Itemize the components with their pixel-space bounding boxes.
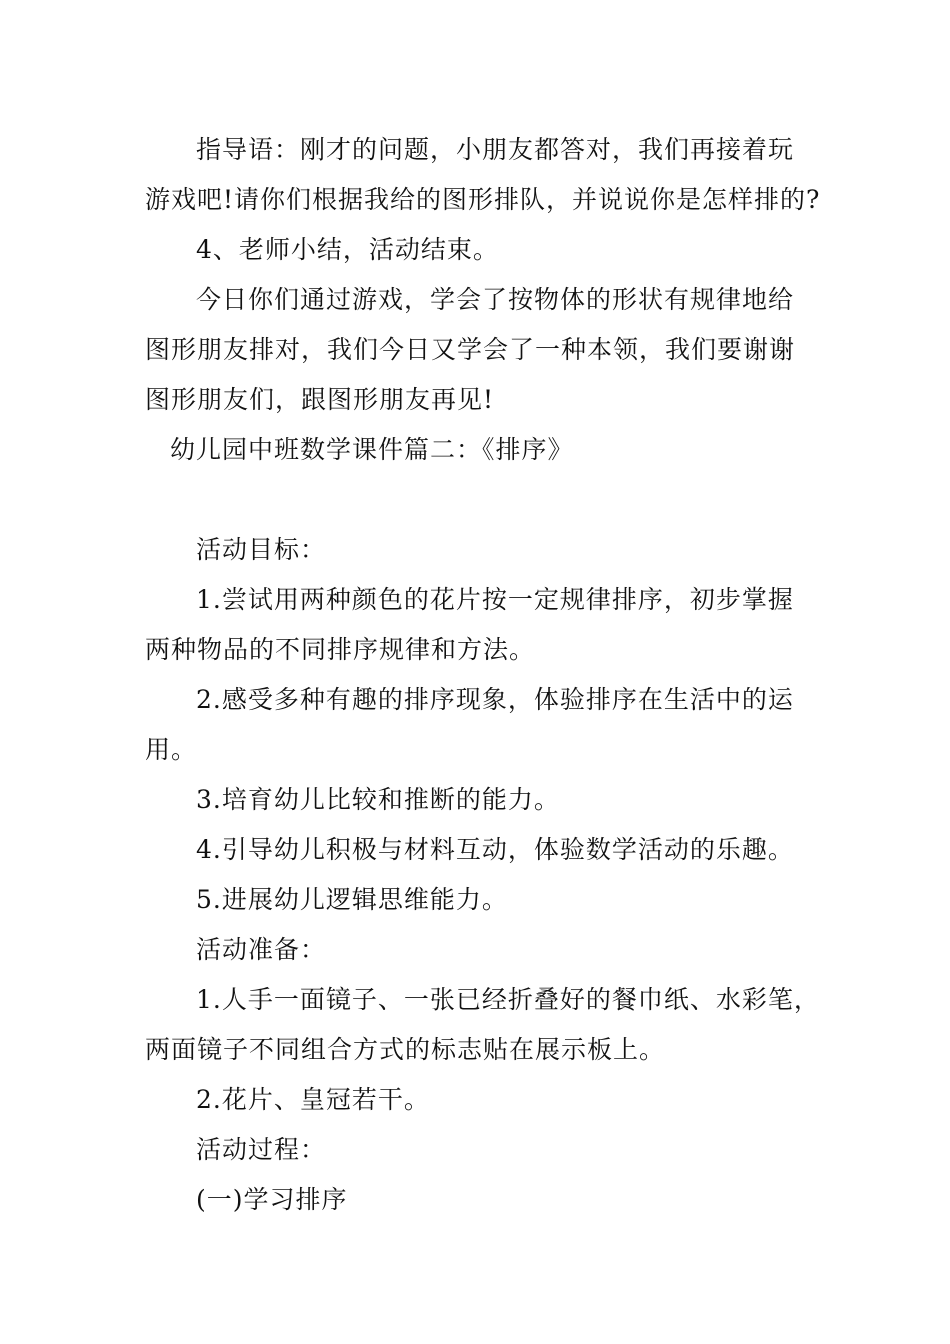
text-line: 用。	[145, 735, 198, 764]
text-line: (一)学习排序	[196, 1185, 348, 1214]
text-line: 2.感受多种有趣的排序现象，体验排序在生活中的运	[196, 685, 794, 714]
text-line: 活动过程：	[196, 1135, 327, 1164]
text-line: 游戏吧!请你们根据我给的图形排队，并说说你是怎样排的?	[145, 185, 821, 214]
text-line: 两种物品的不同排序规律和方法。	[145, 635, 536, 664]
text-line: 4、老师小结，活动结束。	[196, 235, 499, 264]
text-line: 两面镜子不同组合方式的标志贴在展示板上。	[145, 1035, 666, 1064]
text-line: 图形朋友排对，我们今日又学会了一种本领，我们要谢谢	[145, 335, 796, 364]
text-line: 图形朋友们，跟图形朋友再见!	[145, 385, 495, 414]
text-line: 今日你们通过游戏，学会了按物体的形状有规律地给	[196, 285, 795, 314]
text-line: 指导语：刚才的问题，小朋友都答对，我们再接着玩	[196, 135, 795, 164]
section-heading: 幼儿园中班数学课件篇二：《排序》	[170, 435, 574, 464]
text-line: 1.人手一面镜子、一张已经折叠好的餐巾纸、水彩笔，	[196, 985, 820, 1014]
text-line: 1.尝试用两种颜色的花片按一定规律排序，初步掌握	[196, 585, 794, 614]
text-line: 3.培育幼儿比较和推断的能力。	[196, 785, 560, 814]
text-line: 活动目标：	[196, 535, 327, 564]
text-line: 活动准备：	[196, 935, 327, 964]
text-line: 4.引导幼儿积极与材料互动，体验数学活动的乐趣。	[196, 835, 794, 864]
text-line: 2.花片、皇冠若干。	[196, 1085, 430, 1114]
text-line: 5.进展幼儿逻辑思维能力。	[196, 885, 508, 914]
